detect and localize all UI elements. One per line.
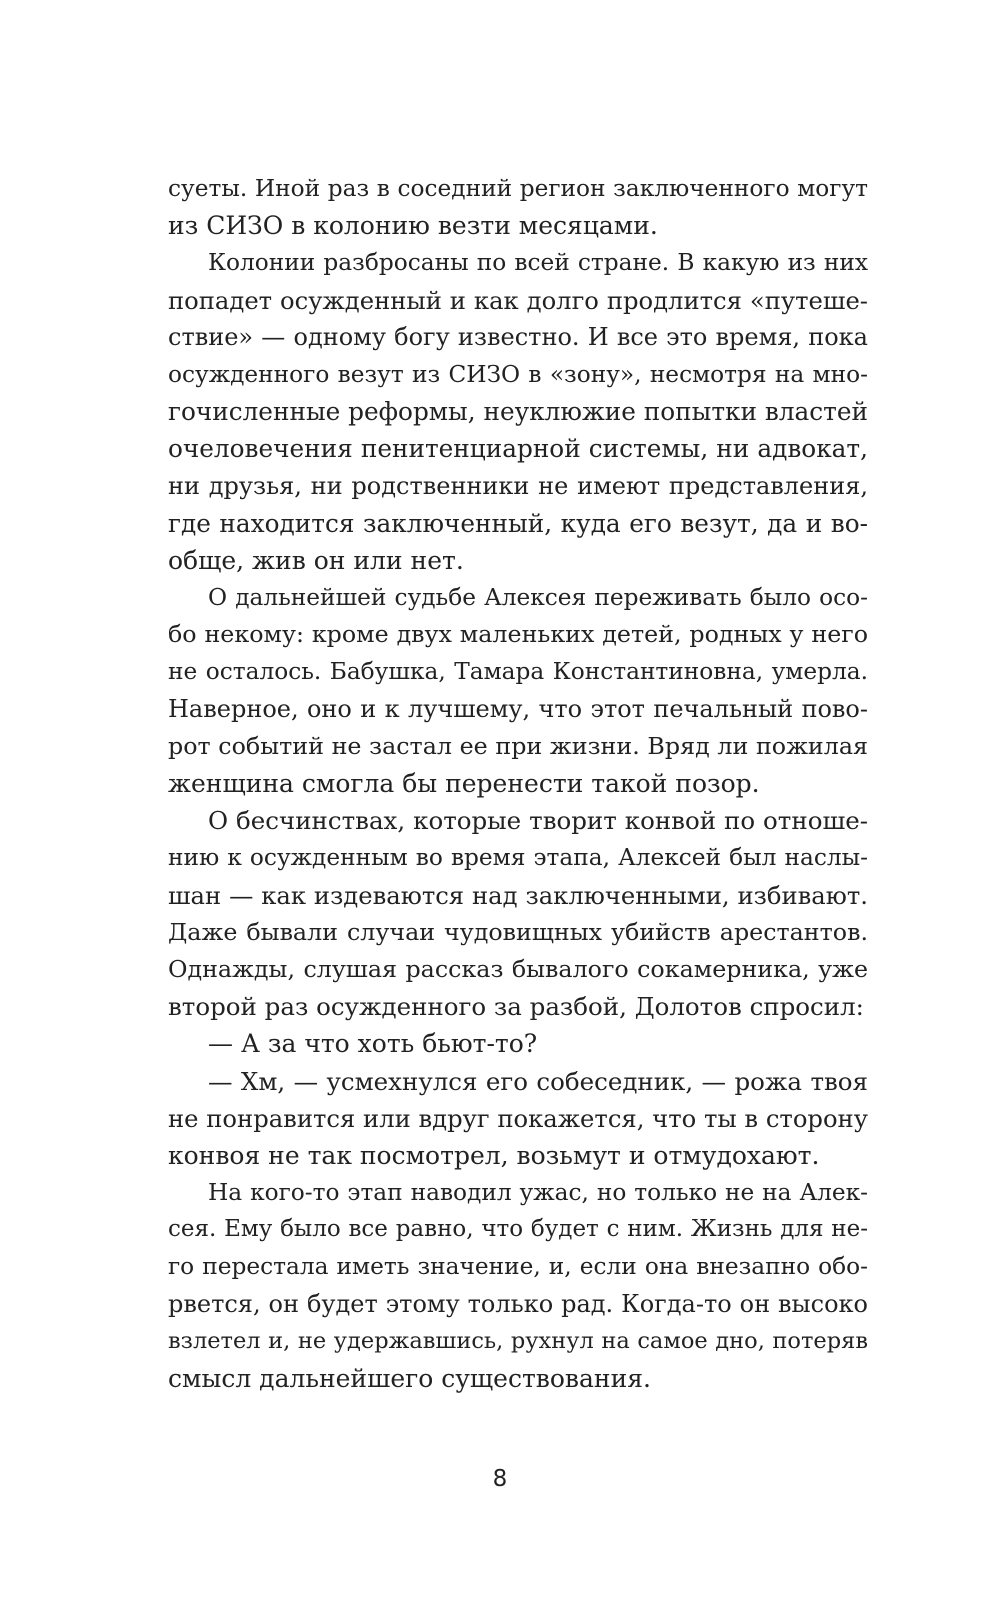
text-line: осужденного везут из СИЗО в «зону», несмотря на мно- [168,360,868,388]
text-line: сея. Ему было все равно, что будет с ним. Жизнь для не- [168,1216,868,1243]
paragraph [168,1063,868,1175]
text-line: второй раз осужденного за разбой, Долотов спросил: [168,992,864,1022]
paragraph [168,1025,868,1062]
text-line: обще, жив он или нет. [168,545,464,575]
text-line: из СИЗО в колонию везти месяцами. [168,211,658,241]
text-line: женщина смогла бы перенести такой позор. [168,769,760,798]
text-line: смысл дальнейшего существования. [168,1364,651,1393]
text-line: не осталось. Бабушка, Тамара Константиновна, умерла. [168,658,868,686]
text-line: рот событий не застал ее при жизни. Вряд ли пожилая [168,731,868,760]
text-line: го перестала иметь значение, и, если она внезапно обо- [168,1253,868,1281]
paragraph [168,170,868,244]
text-line: — А за что хоть бьют-то? [208,1029,538,1059]
text-line: где находится заключенный, куда его везут, да и во- [168,508,868,538]
text-line: Даже бывали случаи чудовищных убийств арестантов. [168,917,868,946]
text-line: не понравится или вдруг покажется, что ты в сторону [168,1103,868,1133]
text-line: О дальнейшей судьбе Алексея переживать было осо- [208,584,868,612]
text-line: конвоя не так посмотрел, возьмут и отмудохают. [168,1140,820,1170]
text-line: нию к осужденным во время этапа, Алексей был наслы- [168,844,868,872]
text-line: рвется, он будет этому только рад. Когда-то он высоко [168,1289,868,1318]
paragraph [168,1174,868,1397]
text-line: О бесчинствах, которые творит конвой по отноше- [208,806,868,836]
text-line: взлетел и, не удержавшись, рухнул на самое дно, потеряв [168,1327,868,1354]
text-line: гочисленные реформы, неуклюжие попытки властей [168,397,868,427]
text-line: попадет осужденный и как долго продлится «путеше- [168,285,868,315]
text-line: Наверное, оно и к лучшему, что этот печальный пово- [168,694,868,723]
text-line: шан — как издеваются над заключенными, избивают. [168,880,868,910]
page-number: 8 [492,1466,508,1492]
paragraph [168,579,868,802]
text-line: бо некому: кроме двух маленьких детей, родных у него [168,620,868,649]
text-line: ни друзья, ни родственники не имеют представления, [168,471,868,500]
paragraph [168,244,868,579]
text-line: На кого-то этап наводил ужас, но только не на Алек- [208,1179,868,1207]
text-line: суеты. Иной раз в соседний регион заключенного могут [168,175,868,202]
paragraph [168,802,868,1025]
text-line: — Хм, — усмехнулся его собеседник, — рожа твоя [208,1066,868,1096]
text-line: Колонии разбросаны по всей стране. В какую из них [208,249,868,277]
text-line: очеловечения пенитенциарной системы, ни адвокат, [168,434,868,464]
body-text [168,170,868,1397]
text-line: ствие» — одному богу известно. И все это время, пока [168,322,868,351]
text-line: Однажды, слушая рассказ бывалого сокамерника, уже [168,954,868,983]
